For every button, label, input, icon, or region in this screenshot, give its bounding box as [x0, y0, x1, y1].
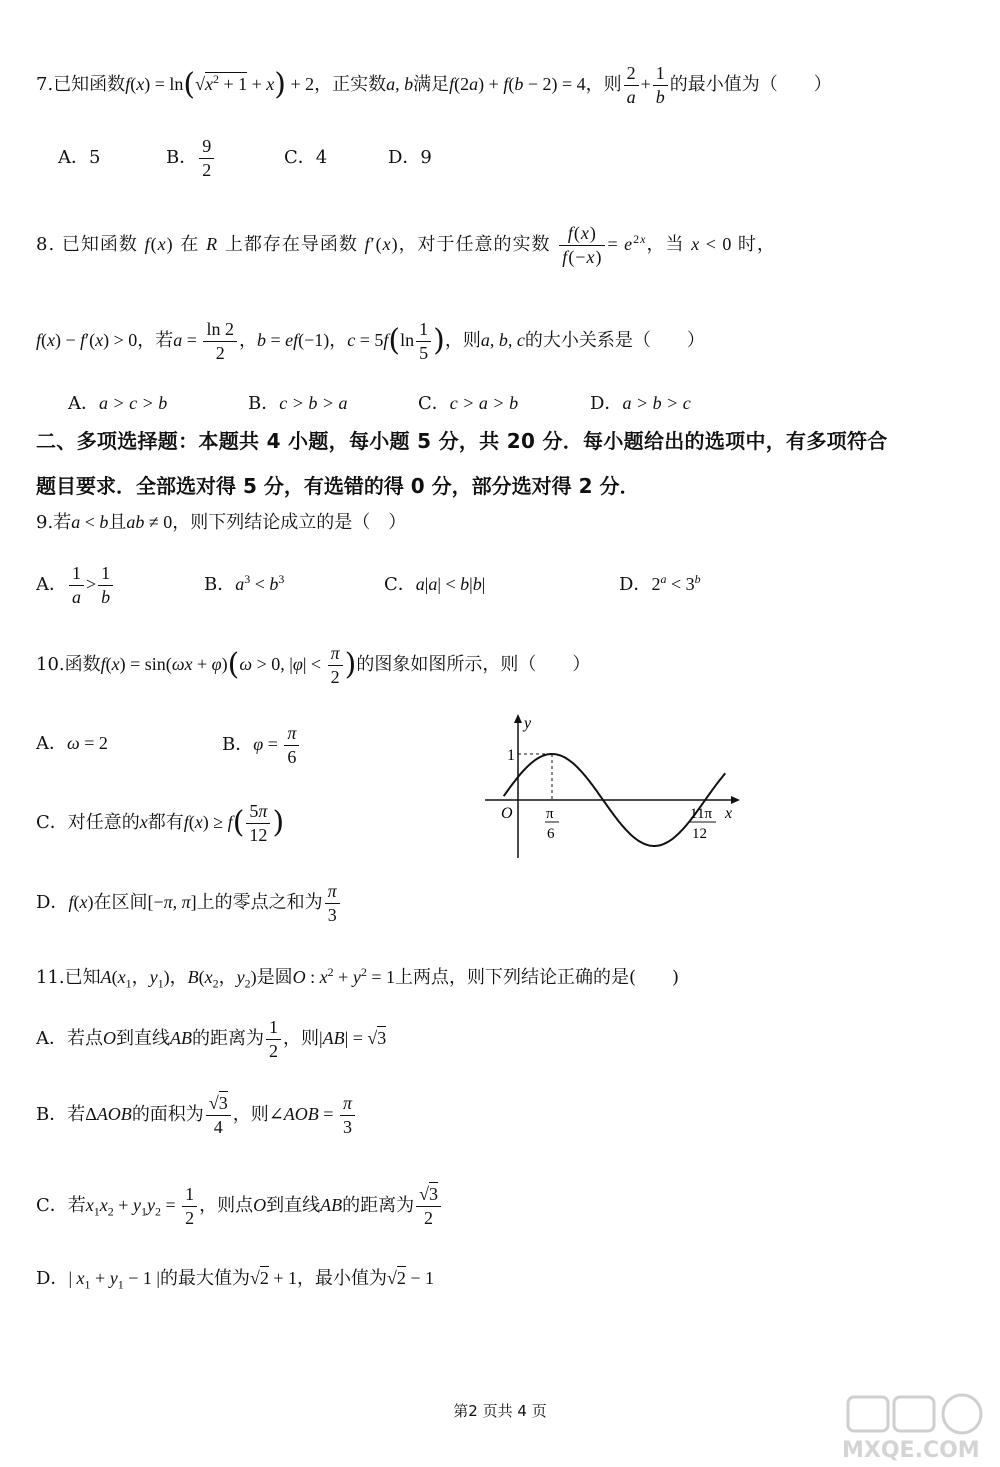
q11-option-c[interactable]: C．若$x_1x_2 + y_1y_2$ = $\frac{1}{2}$ ，则点O到直线AB的距离为 $\frac{√3}{2}$: [36, 1183, 443, 1229]
q7-math: f: [125, 74, 131, 94]
q8-options: [68, 393, 691, 415]
x-tick-pi-6-num: π: [546, 806, 554, 822]
q10-option-b[interactable]: B．φ = $\frac{\pi}{6}$: [222, 722, 301, 768]
y-axis-label: y: [524, 715, 532, 732]
q7-stem: 7.已知函数$f(x) = \ln(√x^2 + 1 + x) + 2$，正实数a, b满足f(2a) + f(b − 2) = 4，则 $\frac{2}{a}$ + $\frac{1}{b}$ 的最小值为（ ）: [36, 63, 832, 107]
q7-option-c[interactable]: C．4: [284, 147, 328, 168]
q10-option-a[interactable]: A．ω = 2: [36, 733, 108, 754]
y-axis-arrow-icon: [514, 714, 522, 723]
x-tick-11pi-12-den: 12: [692, 826, 707, 842]
q8-option-d[interactable]: D．a > b > c: [590, 393, 691, 414]
y-tick-1: 1: [507, 747, 515, 764]
x-tick-pi-6-den: 6: [547, 826, 555, 842]
q10-sine-graph: [485, 712, 745, 862]
watermark-logo: [840, 1393, 990, 1463]
q11-number: 11.: [36, 967, 65, 988]
q11-option-b[interactable]: B．若ΔAOB的面积为 $\frac{√3}{4}$ ，则∠AOB = $\frac{\pi}{3}$: [36, 1092, 357, 1138]
q9-options: [36, 562, 701, 608]
q7-options: [58, 135, 432, 181]
q8-option-b[interactable]: B．c > b > a: [248, 393, 348, 414]
q10-number: 10.: [36, 654, 65, 675]
q7-option-d[interactable]: D．9: [388, 147, 432, 168]
q8-option-c[interactable]: C．c > a > b: [418, 393, 519, 414]
q9-number: 9.: [36, 512, 54, 533]
q7-option-b[interactable]: B． $\frac{9}{2}$: [166, 135, 284, 181]
q7-text: 已知函数: [53, 74, 126, 95]
q10-option-d[interactable]: D．f(x)在区间[−π, π]上的零点之和为 $\frac{\pi}{3}$: [36, 880, 342, 926]
q8-number: 8.: [36, 234, 56, 255]
origin-label: O: [501, 805, 513, 822]
q9-option-d[interactable]: D．$2^a < 3^b$: [619, 572, 701, 595]
q7-option-a[interactable]: A．5: [58, 147, 101, 168]
q10-option-c[interactable]: C．对任意的x都有f(x) ≥ f( $\frac{5\pi}{12}$ ): [36, 801, 285, 845]
page-footer: 第2 页共 4 页: [453, 1402, 547, 1420]
q8-stem-line2: f(x) − f′(x) > 0，若a = $\frac{\ln 2}{2}$ ，b = ef(−1)，c = 5f(ln $\frac{1}{5}$ )，则a, b, c的大小关系是（ ）: [36, 319, 705, 363]
x-axis-arrow-icon: [731, 796, 740, 804]
section2-heading-line1: 二、多项选择题：本题共 4 小题，每小题 5 分，共 20 分．每小题给出的选项中，有多项符合: [36, 429, 888, 453]
q9-option-b[interactable]: B．$a^3 < b^3$: [204, 572, 285, 595]
section2-heading-line2: 题目要求．全部选对得 5 分，有选错的得 0 分，部分选对得 2 分．: [36, 474, 640, 498]
q11-option-d[interactable]: D．| $x_1 + y_1 - 1$ |的最大值为√2 + 1，最小值为√2 − 1: [36, 1268, 435, 1292]
q8-option-a[interactable]: A．a > c > b: [68, 393, 168, 414]
q7-number: 7.: [36, 74, 54, 95]
x-axis-label: x: [725, 805, 733, 822]
q8-stem-line1: 8. 已知函数 f(x) 在 R 上都存在导函数 f′(x)，对于任意的实数 $\frac{f(x)}{f(-x)}$ = $e^{2x}$，当 x < 0 时，: [36, 223, 776, 267]
q11-option-a[interactable]: A．若点O到直线AB的距离为 $\frac{1}{2}$ ，则|AB| = √3: [36, 1017, 387, 1061]
q9-option-a[interactable]: A． $\frac{1}{a}$ > $\frac{1}{b}$: [36, 562, 204, 608]
q10-stem: 10.函数f(x) = sin(ωx + φ)(ω > 0, |φ| < $\frac{\pi}{2}$ )的图象如图所示，则（ ）: [36, 643, 591, 687]
watermark-text: MXQE.COM: [842, 1438, 980, 1463]
q11-stem: 11.已知$A(x_1$，$y_1$)，$B(x_2$，$y_2$)是圆O : $x^2 + y^2 = 1$上两点，则下列结论正确的是( ): [36, 965, 680, 991]
q9-stem: 9.若a < b且ab ≠ 0，则下列结论成立的是（ ）: [36, 512, 407, 533]
x-tick-11pi-12-num: 11π: [690, 806, 713, 822]
q9-option-c[interactable]: C．a|a| < b|b|: [384, 574, 486, 595]
